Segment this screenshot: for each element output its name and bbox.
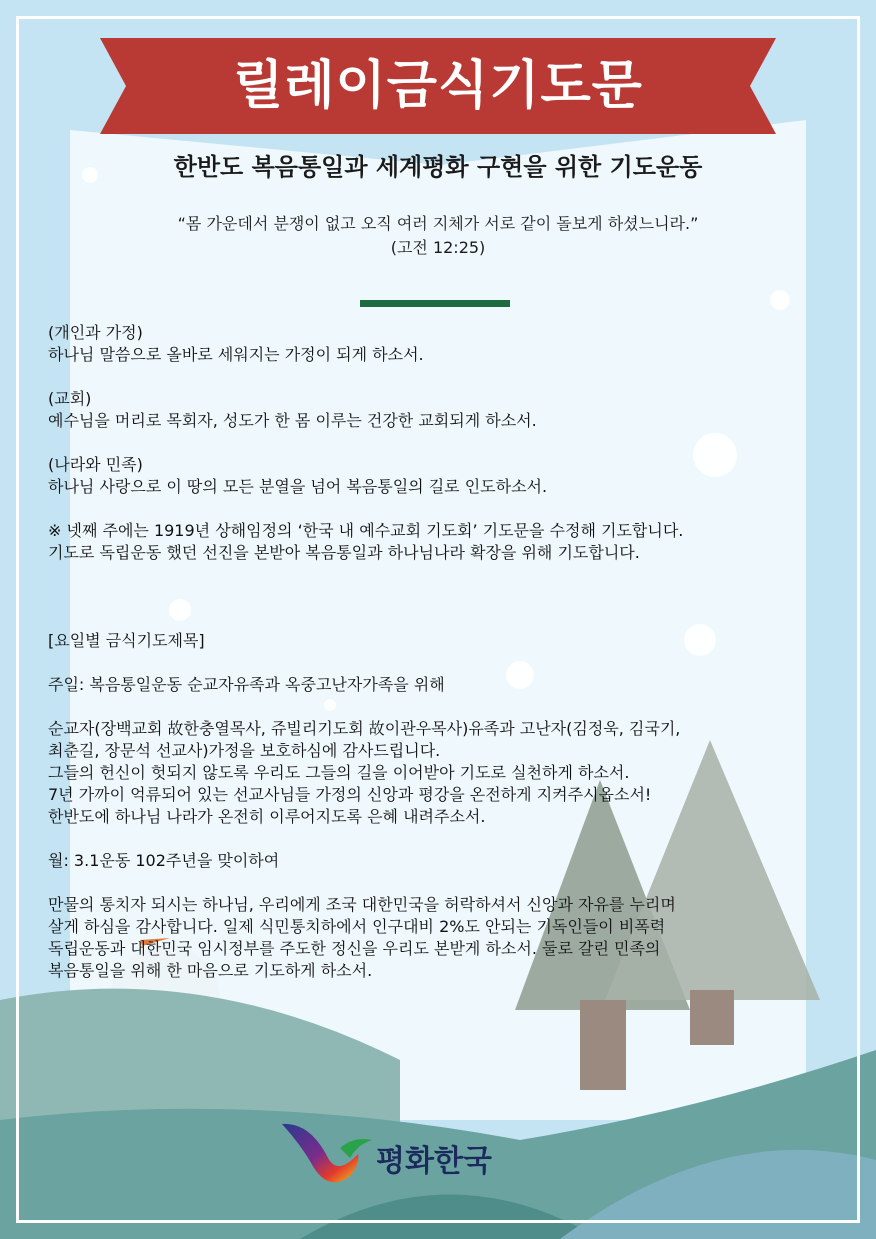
logo-text: 평화한국 bbox=[376, 1144, 492, 1179]
verse-reference: (고전 12:25) bbox=[390, 238, 486, 257]
prayer-body bbox=[48, 322, 848, 982]
sunday-line: 최춘길, 장문석 선교사)가정을 보호하심에 감사드립니다. bbox=[48, 741, 441, 760]
monday-line: 복음통일을 위해 한 마음으로 기도하게 하소서. bbox=[48, 961, 373, 980]
section-label-church: (교회) bbox=[48, 389, 92, 408]
verse-text: “몸 가운데서 분쟁이 없고 오직 여러 지체가 서로 같이 돌보게 하셨느니라.” bbox=[177, 214, 699, 233]
section-label-nation: (나라와 민족) bbox=[48, 455, 143, 474]
note-line-2: 기도로 독립운동 했던 선진을 본받아 복음통일과 하나님나라 확장을 위해 기도합니다. bbox=[48, 543, 640, 562]
green-divider bbox=[360, 300, 510, 307]
section-label-family: (개인과 가정) bbox=[48, 323, 143, 342]
monday-line: 독립운동과 대한민국 임시정부를 주도한 정신을 우리도 본받게 하소서. 둘로 갈린 민족의 bbox=[48, 939, 661, 958]
sunday-line: 순교자(장백교회 故한충열목사, 쥬빌리기도회 故이관우목사)유족과 고난자(김정욱, 김국기, bbox=[48, 719, 681, 738]
page-title: 릴레이금식기도문 bbox=[233, 56, 643, 116]
section-text-nation: 하나님 사랑으로 이 땅의 모든 분열을 넘어 복음통일의 길로 인도하소서. bbox=[48, 477, 548, 496]
daily-heading: [요일별 금식기도제목] bbox=[48, 631, 205, 650]
sunday-line: 그들의 헌신이 헛되지 않도록 우리도 그들의 길을 이어받아 기도로 실천하게 하소서. bbox=[48, 763, 630, 782]
page-subtitle: 한반도 복음통일과 세계평화 구현을 위한 기도운동 bbox=[173, 153, 703, 181]
sunday-line: 한반도에 하나님 나라가 온전히 이루어지도록 은혜 내려주소서. bbox=[48, 807, 486, 826]
monday-line: 만물의 통치자 되시는 하나님, 우리에게 조국 대한민국을 허락하셔서 신앙과 자유를 누리며 bbox=[48, 895, 676, 914]
sunday-line: 7년 가까이 억류되어 있는 선교사님들 가정의 신앙과 평강을 온전하게 지켜주시옵소서! bbox=[48, 785, 652, 804]
sunday-title: 주일: 복음통일운동 순교자유족과 옥중고난자가족을 위해 bbox=[48, 675, 445, 694]
bible-verse bbox=[0, 212, 876, 260]
note-line-1: ※ 넷째 주에는 1919년 상해임정의 ‘한국 내 예수교회 기도회’ 기도문을 수정해 기도합니다. bbox=[48, 521, 684, 540]
monday-title: 월: 3.1운동 102주년을 맞이하여 bbox=[48, 851, 280, 870]
section-text-family: 하나님 말씀으로 올바로 세워지는 가정이 되게 하소서. bbox=[48, 345, 424, 364]
monday-line: 살게 하심을 감사합니다. 일제 식민통치하에서 인구대비 2%도 안되는 기독인들이 비폭력 bbox=[48, 917, 666, 936]
section-text-church: 예수님을 머리로 목회자, 성도가 한 몸 이루는 건강한 교회되게 하소서. bbox=[48, 411, 537, 430]
